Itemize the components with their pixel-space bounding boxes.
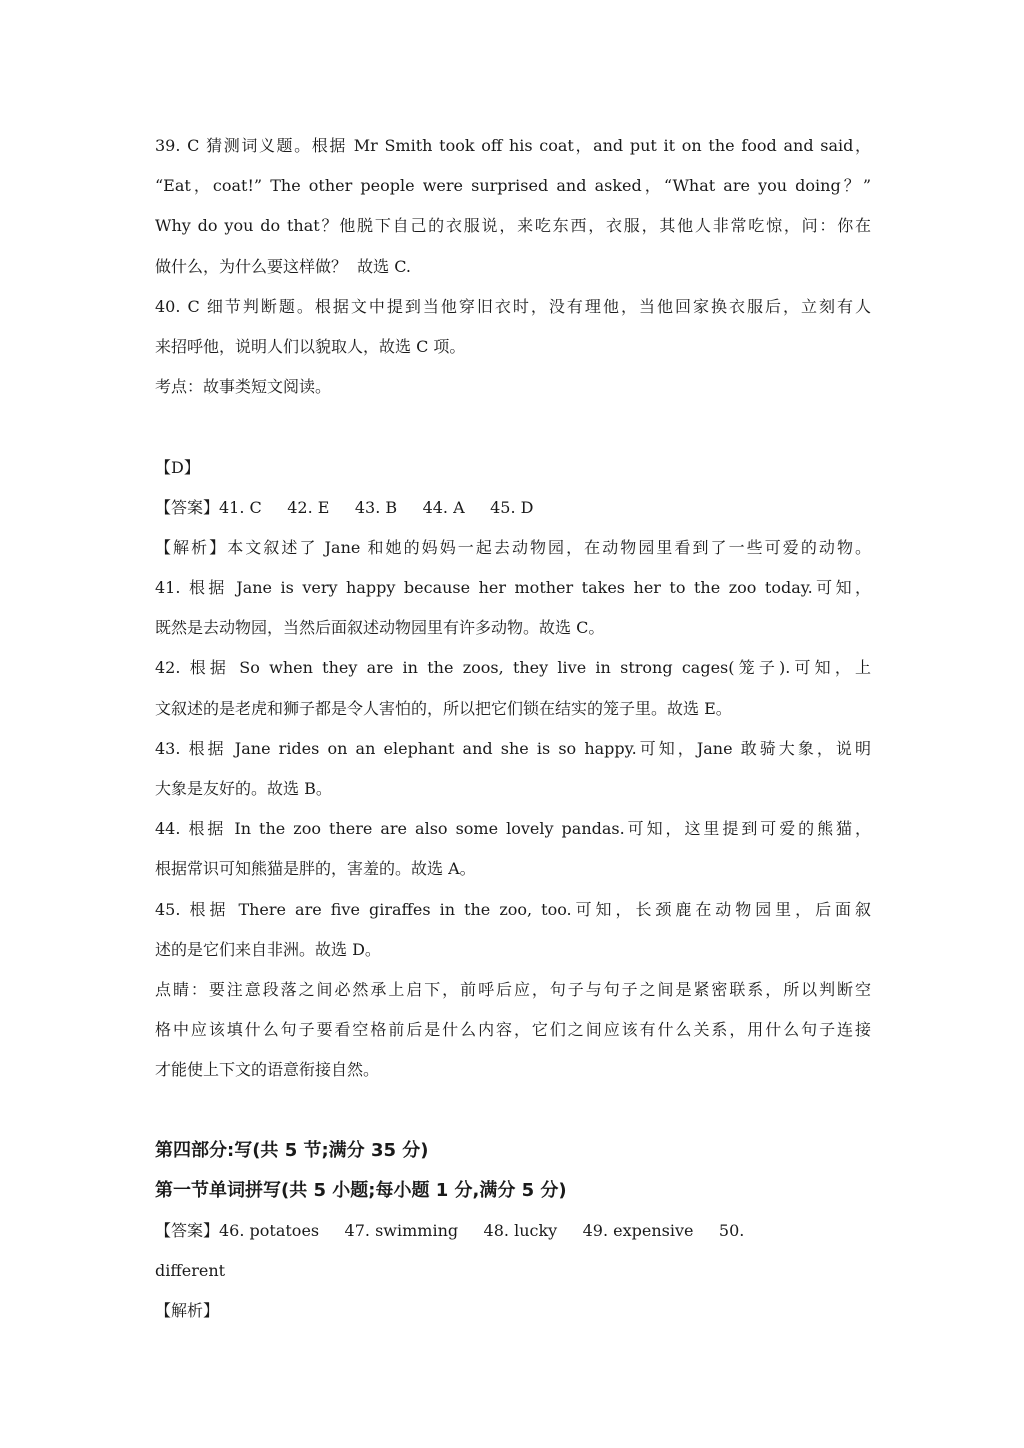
- blank-line: [155, 1091, 871, 1131]
- text-line: 格中应该填什么句子要看空格前后是什么内容，它们之间应该有什么关系，用什么句子连接: [155, 1020, 871, 1040]
- text-line: 42. 根据 So when they are in the zoos, they live in strong cages(笼子).可知，上: [155, 658, 871, 678]
- subsection-heading: 第一节单词拼写(共 5 小题;每小题 1 分,满分 5 分): [155, 1179, 567, 1201]
- text-line: 考点：故事类短文阅读。: [155, 377, 332, 397]
- document-page: [155, 126, 871, 1332]
- body-text: [155, 126, 871, 1131]
- text-line: 大象是友好的。故选 B。: [155, 779, 332, 798]
- text-line: 【答案】41. C 42. E 43. B 44. A 45. D: [155, 497, 534, 517]
- analysis-label: 【解析】: [155, 1301, 220, 1321]
- text-line: 文叙述的是老虎和狮子都是令人害怕的，所以把它们锁在结实的笼子里。故选 E。: [155, 698, 732, 718]
- text-line: 根据常识可知熊猫是胖的，害羞的。故选 A。: [155, 859, 476, 879]
- text-line: 述的是它们来自非洲。故选 D。: [155, 939, 381, 959]
- answer-continuation: different: [155, 1261, 226, 1281]
- text-line: Why do you do that？他脱下自己的衣服说，来吃东西，衣服，其他人非常吃惊，问：你在: [155, 216, 871, 236]
- text-line: 来招呼他，说明人们以貌取人，故选 C 项。: [155, 336, 466, 356]
- text-line: 【解析】本文叙述了 Jane 和她的妈妈一起去动物园，在动物园里看到了一些可爱的动物。: [155, 537, 871, 557]
- text-line: 做什么，为什么要这样做？ 故选 C.: [155, 256, 412, 276]
- text-line: 既然是去动物园，当然后面叙述动物园里有许多动物。故选 C。: [155, 618, 605, 638]
- text-line: 【D】: [155, 457, 200, 477]
- section-heading: 第四部分:写(共 5 节;满分 35 分): [155, 1139, 429, 1161]
- text-line: 43. 根据 Jane rides on an elephant and she is so happy.可知，Jane 敢骑大象，说明: [155, 738, 871, 758]
- text-line: 41. 根据 Jane is very happy because her mother takes her to the zoo today.可知，: [155, 578, 871, 598]
- text-line: 40. C 细节判断题。根据文中提到当他穿旧衣时，没有理他，当他回家换衣服后，立刻有人: [155, 296, 871, 316]
- text-line: 39. C 猜测词义题。根据 Mr Smith took off his coat，and put it on the food and said，: [155, 136, 871, 155]
- text-line: 才能使上下文的语意衔接自然。: [155, 1060, 380, 1080]
- answer-line: 【答案】46. potatoes 47. swimming 48. lucky 49. expensive 50.: [155, 1221, 745, 1241]
- blank-line: [155, 407, 871, 447]
- text-line: “Eat，coat!” The other people were surprised and asked，“What are you doing？”: [155, 176, 871, 196]
- text-line: 44. 根据 In the zoo there are also some lovely pandas.可知，这里提到可爱的熊猫，: [155, 819, 871, 839]
- text-line: 点睛：要注意段落之间必然承上启下，前呼后应，句子与句子之间是紧密联系，所以判断空: [155, 979, 871, 999]
- text-line: 45. 根据 There are five giraffes in the zoo, too.可知，长颈鹿在动物园里，后面叙: [155, 899, 871, 919]
